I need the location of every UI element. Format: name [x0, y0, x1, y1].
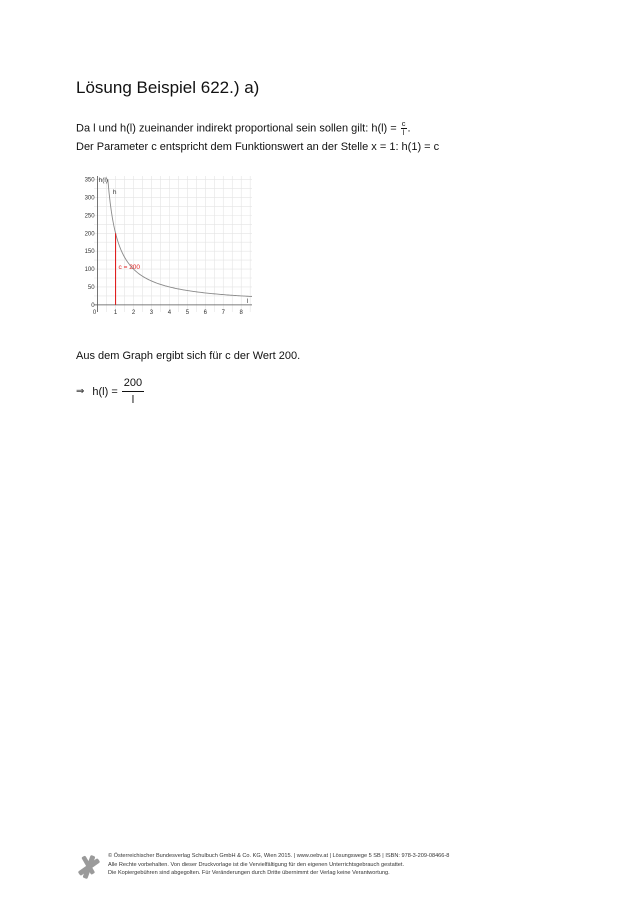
footer-text	[108, 852, 449, 878]
x-tick-label: 5	[185, 309, 190, 316]
y-tick-label: 100	[84, 267, 95, 274]
x-tick-label: 8	[239, 309, 243, 316]
footer-line-2: Alle Rechte vorbehalten. Von dieser Druckvorlage ist die Vervielfältigung für den eigenen Unterrichtsgebrauch gestattet.	[108, 861, 405, 868]
x-tick-label: 2	[131, 309, 136, 316]
x-tick-label: 7	[221, 309, 225, 316]
x-tick-label: 0	[92, 309, 97, 316]
intro-line-1-text: Da l und h(l) zueinander indirekt proportional sein sollen gilt: h(l) =	[76, 122, 400, 135]
y-tick-label: 200	[84, 231, 95, 238]
footer-line-1: © Österreichischer Bundesverlag Schulbuch GmbH & Co. KG, Wien 2015. | www.oebv.at | Lösungswege 5 SB | ISBN: 978-3-209-08466-8	[108, 853, 450, 859]
result-fraction	[122, 376, 144, 407]
y-axis-label: h(l)	[98, 177, 108, 184]
y-tick-label: 250	[84, 213, 95, 220]
x-tick-label: 3	[149, 309, 154, 316]
marker-label: c = 200	[118, 264, 141, 272]
x-tick-label: 4	[167, 309, 172, 316]
intro-line-2: Der Parameter c entspricht dem Funktionswert an der Stelle x = 1: h(1) = c	[76, 141, 440, 153]
intro-line-1	[76, 120, 411, 137]
footer	[76, 852, 449, 880]
publisher-logo-icon	[76, 854, 102, 880]
page-title: Lösung Beispiel 622.) a)	[76, 78, 260, 97]
y-tick-label: 300	[84, 195, 95, 202]
y-tick-label: 50	[87, 284, 95, 291]
result-text: Aus dem Graph ergibt sich für c der Wert 200.	[76, 350, 301, 362]
footer-line-3: Die Kopiergebühren sind abgegolten. Für Veränderungen durch Dritte übernimmt der Verlag keine Verantwortung.	[108, 870, 390, 876]
intro-line-1-end: .	[407, 122, 411, 135]
fraction-denominator: l	[402, 128, 405, 137]
formula-lhs: h(l) =	[92, 385, 118, 398]
y-tick-label: 350	[84, 177, 95, 184]
x-tick-label: 6	[203, 309, 207, 316]
x-tick-label: 1	[113, 309, 118, 316]
curve-h	[108, 179, 252, 296]
result-fraction-denominator: l	[131, 394, 135, 406]
function-graph	[76, 170, 256, 320]
result-formula	[76, 376, 144, 407]
c-over-l-fraction	[401, 120, 407, 137]
implies-arrow-icon: ⇒	[76, 386, 85, 397]
y-tick-label: 150	[84, 249, 95, 256]
x-axis-label: l	[247, 297, 249, 305]
curve-label: h	[112, 188, 117, 196]
result-fraction-numerator: 200	[122, 376, 144, 392]
fraction-numerator: c	[401, 119, 406, 128]
y-tick-label: 0	[91, 302, 95, 309]
